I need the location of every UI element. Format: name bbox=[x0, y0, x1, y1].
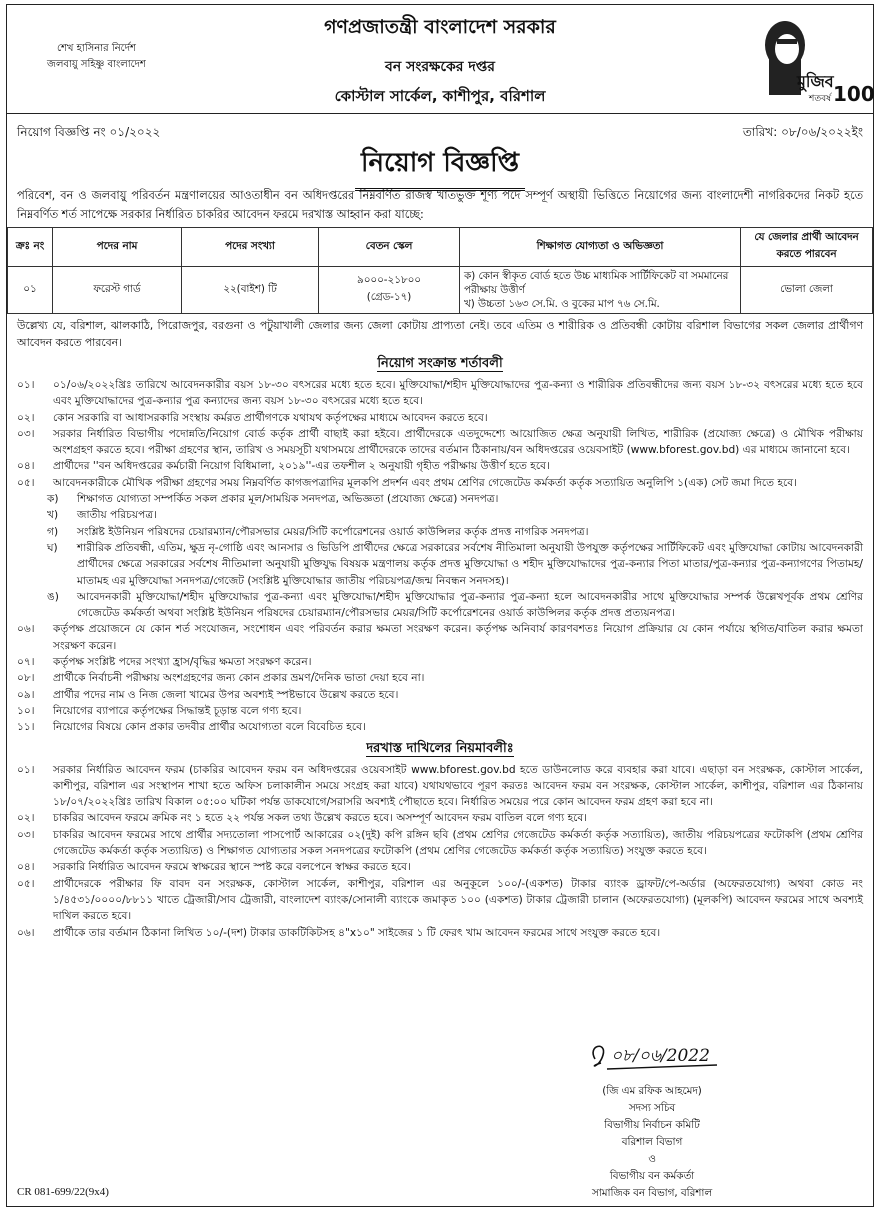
sub-text: আবেদনকারী মুক্তিযোদ্ধা/শহীদ মুক্তিযোদ্ধার পুত্র-কন্যা এবং মুক্তিযোদ্ধা/শহীদ মুক্তিযোদ্ধার পুত্র-কন্যার পুত্র-কন্যা হলে আবেদনকারীর সাথে মুক্তিযোদ্ধার সম্পর্ক উল্লেখপূর্বক প্রথম শ্রেণির গেজেটেড কর্মকর্তা অথবা সংশ্লিষ্ট ইউনিয়ন পরিষদের চেয়ারম্যান/পৌরসভার মেয়র/সিটি কর্পোরেশনের ওয়ার্ড কাউন্সিলর কর্তৃক প্রদত্ত প্রত্যয়নপত্র। bbox=[77, 590, 863, 620]
col-count: পদের সংখ্যা bbox=[182, 228, 319, 267]
signatory-role-1: সদস্য সচিব bbox=[628, 1102, 676, 1114]
logo-text: মুজিব bbox=[797, 72, 834, 91]
cell-qualification bbox=[460, 267, 741, 314]
signatory-role-2: বিভাগীয় নির্বাচন কমিটি bbox=[604, 1119, 700, 1131]
sub-text: শারীরিক প্রতিবন্ধী, এতিম, ক্ষুদ্র নৃ-গোষ্ঠি এবং আনসার ও ভিডিপি প্রার্থীদের ক্ষেত্রে সরকারের সর্বশেষ নীতিমালা অনুযায়ী উপযুক্ত কর্তৃপক্ষের সার্টিফিকেট এবং মুক্তিযোদ্ধা কোটায় আবেদনকারী প্রার্থীদের ক্ষেত্রে সরকারের সর্বশেষ নীতিমালা অনুযায়ী মুক্তিযুদ্ধ বিষয়ক মন্ত্রণালয় কর্তৃক প্রদত্ত মুক্তিযোদ্ধা ও শহীদ মুক্তিযোদ্ধাদের পুত্র-কন্যার পিতা মাতার/পুত্র-কন্যার পুত্র-কন্যাগণের পিতামহ/মাতামহ এর মুক্তিযোদ্ধা সনদপত্র/গেজেট (সংশ্লিষ্ট মুক্তিযোদ্ধার জাতীয় পরিচয়পত্র/জন্ম নিবন্ধন সনদসহ)। bbox=[77, 541, 863, 587]
item-text: প্রার্থীদেরকে পরীক্ষার ফি বাবদ বন সংরক্ষক, কোস্টাল সার্কেল, কাশীপুর, বরিশাল এর অনুকূলে ১০০/-(একশত) টাকার ব্যাংক ড্রাফট/পে-অর্ডার (অফেরতযোগ্য) অথবা কোড নং ১/৪৫৩১/০০০০/৮৮১১ খাতে ট্রেজারী/সাব ট্রেজারী, বাংলাদেশ ব্যাংক/সোনালী ব্যাংকে জমাকৃত ১০০ (একশত) টাকার ট্রেজারী চালান (অফেরতযোগ্য) (মূলকপি) আবেদন ফরমের সাথে অবশ্যই দাখিল করতে হবে। bbox=[53, 877, 863, 923]
list-item bbox=[7, 654, 873, 670]
list-item bbox=[7, 458, 873, 474]
item-number: ০২। bbox=[17, 411, 35, 424]
item-number: ০৭। bbox=[17, 656, 35, 669]
cell-district: ভোলা জেলা bbox=[741, 267, 873, 314]
list-item bbox=[7, 762, 873, 811]
item-number: ০২। bbox=[17, 812, 35, 825]
item-number: ০৬। bbox=[17, 926, 35, 939]
list-item bbox=[7, 475, 873, 491]
item-number: ০৪। bbox=[17, 460, 35, 473]
item-number: ০৩। bbox=[17, 828, 35, 841]
signatory-role-5: সামাজিক বন বিভাগ, বরিশাল bbox=[592, 1187, 712, 1199]
item-text: প্রার্থীর পদের নাম ও নিজ জেলা খামের উপর অবশ্যই স্পষ্টভাবে উল্লেখ করতে হবে। bbox=[53, 688, 399, 701]
cell-scale bbox=[319, 267, 460, 314]
item-text: সরকার নির্ধারিত বিভাগীয় পদোন্নতি/নিয়োগ বোর্ড কর্তৃক প্রার্থী বাছাই করা হইবে। প্রার্থীদেরকে এতদুদ্দেশ্যে আয়োজিত ক্ষেত্র অনুযায়ী লিখিত, শারীরিক (প্রযোজ্য ক্ষেত্রে) ও মৌখিক পরীক্ষায় অংশগ্রহণ করতে হবে। পরীক্ষা গ্রহণের স্থান, তারিখ ও সময়সূচী যথাসময়ে প্রার্থীদেরকে তাদের বর্তমান ঠিকানায়/বন অধিদপ্তরের ওয়েবসাইট (www.bforest.gov.bd) এর মাধ্যমে জানানো হবে। bbox=[53, 427, 863, 457]
list-item bbox=[7, 719, 873, 735]
item-number: ০১। bbox=[17, 379, 35, 391]
list-item bbox=[7, 703, 873, 719]
list-item bbox=[7, 377, 873, 410]
qualification-2: খ) উচ্চতা ১৬৩ সে.মি. ও বুকের মাপ ৭৬ সে.মি. bbox=[464, 298, 660, 310]
rules-list bbox=[7, 762, 873, 941]
col-post: পদের নাম bbox=[53, 228, 182, 267]
sub-item bbox=[7, 507, 873, 523]
grade-value: (গ্রেড-১৭) bbox=[366, 291, 412, 303]
item-text: সরকারি নির্ধারিত আবেদন ফরমে স্বাক্ষরের স্থানে স্পষ্ট করে বলপেনে স্বাক্ষর করতে হবে। bbox=[53, 861, 411, 874]
sub-number: ঘ) bbox=[47, 541, 58, 554]
list-item bbox=[7, 925, 873, 941]
list-item bbox=[7, 827, 873, 860]
sub-text: জাতীয় পরিচয়পত্র। bbox=[77, 509, 157, 522]
sub-item bbox=[7, 589, 873, 622]
list-item bbox=[7, 426, 873, 459]
item-text: কর্তৃপক্ষ সংশ্লিষ্ট পদের সংখ্যা হ্রাস/বৃদ্ধির ক্ষমতা সংরক্ষণ করেন। bbox=[53, 656, 312, 669]
notice-title: নিয়োগ বিজ্ঞপ্তি bbox=[355, 142, 525, 191]
conditions-title: নিয়োগ সংক্রান্ত শর্তাবলী bbox=[377, 356, 503, 371]
item-text: চাকরির আবেদন ফরমে ক্রমিক নং ১ হতে ২২ পর্যন্ত সকল তথ্য উল্লেখ করতে হবে। অসম্পূর্ণ আবেদন ফরম বাতিল বলে গণ্য হবে। bbox=[53, 812, 588, 825]
sub-item bbox=[7, 540, 873, 589]
item-text: প্রার্থীকে তার বর্তমান ঠিকানা লিখিত ১০/-(দশ) টাকার ডাকটিকিটসহ ৪"x১০" সাইজের ১ টি ফেরৎ খাম আবেদন ফরমের সাথে সংযুক্ত করতে হবে। bbox=[53, 926, 661, 939]
cell-post: ফরেস্ট গার্ড bbox=[53, 267, 182, 314]
item-number: ০৪। bbox=[17, 861, 35, 874]
quota-note: উল্লেখ্য যে, বরিশাল, ঝালকাঠি, পিরোজপুর, বরগুনা ও পটুয়াখালী জেলার জন্য জেলা কোটায় প্রাপ্যতা নেই। তবে এতিম ও শারীরিক ও প্রতিবন্ধী কোটায় বরিশাল বিভাগের সকল জেলার প্রার্থীগণ আবেদন করতে পারবেন। bbox=[17, 319, 863, 349]
logo-number: 100 bbox=[833, 82, 875, 106]
signature-block bbox=[577, 1037, 727, 1202]
conditions-list bbox=[7, 377, 873, 736]
sub-number: ঙ) bbox=[47, 590, 59, 603]
rules-title: দরখাস্ত দাখিলের নিয়মাবলীঃ bbox=[366, 740, 514, 756]
notice-page bbox=[6, 4, 874, 1207]
sub-number: গ) bbox=[47, 525, 59, 538]
item-number: ০৫। bbox=[17, 877, 35, 890]
item-text: প্রার্থীকে নির্বাচনী পরীক্ষায় অংশগ্রহণের জন্য কোন প্রকার ভ্রমণ/দৈনিক ভাতা দেয়া হবে না। bbox=[53, 672, 425, 685]
notice-number: নিয়োগ বিজ্ঞপ্তি নং ০১/২০২২ bbox=[17, 125, 161, 139]
table-header-row bbox=[8, 228, 873, 267]
item-number: ০৫। bbox=[17, 476, 35, 489]
slogan-line-1: শেখ হাসিনার নির্দেশ bbox=[56, 43, 136, 54]
list-item bbox=[7, 670, 873, 686]
list-item bbox=[7, 859, 873, 875]
conditions-heading bbox=[7, 354, 873, 375]
govt-name: গণপ্রজাতন্ত্রী বাংলাদেশ সরকার bbox=[324, 16, 556, 38]
list-item bbox=[7, 687, 873, 703]
sub-number: খ) bbox=[47, 509, 59, 522]
vacancy-table bbox=[7, 227, 873, 314]
item-number: ০১। bbox=[17, 763, 35, 776]
slogan-line-2: জলবায়ু সহিষ্ণু বাংলাদেশ bbox=[47, 59, 146, 70]
list-item bbox=[7, 621, 873, 654]
signature-date: ০৮/০৬/2022 bbox=[611, 1046, 710, 1066]
cr-code: CR 081-699/22(9x4) bbox=[17, 1186, 109, 1198]
item-number: ১১। bbox=[17, 721, 35, 734]
sub-text: সংশ্লিষ্ট ইউনিয়ন পরিষদের চেয়ারম্যান/পৌরসভার মেয়র/সিটি কর্পোরেশনের ওয়ার্ড কাউন্সিলর কর্তৃক প্রদত্ত নাগরিক সনদপত্র। bbox=[77, 525, 589, 538]
header bbox=[7, 5, 873, 113]
cell-count: ২২(বাইশ) টি bbox=[182, 267, 319, 314]
item-text: নিয়োগের বিষয়ে কোন প্রকার তদবীর প্রার্থীর অযোগ্যতা বলে বিবেচিত হবে। bbox=[53, 721, 366, 734]
item-text: চাকরির আবেদন ফরমের সাথে প্রার্থীর সদ্যতোলা পাসপোর্ট আকারের ০২(দুই) কপি রঙ্গিন ছবি (প্রথম শ্রেণির গেজেটেড কর্মকর্তা কর্তৃক সত্যায়িত), জাতীয় পরিচয়পত্রের ফটোকপি (প্রথম শ্রেণির গেজেটেড কর্মকর্তা কর্তৃক সত্যায়িত) ও শিক্ষাগত যোগ্যতার সকল সনদপত্রের ফটোকপি (প্রথম শ্রেণির গেজেটেড কর্মকর্তা কর্তৃক সত্যায়িত) সংযুক্ত করতে হবে। bbox=[53, 828, 863, 858]
sub-text: শিক্ষাগত যোগ্যতা সম্পর্কিত সকল প্রকার মূল/সাময়িক সনদপত্র, অভিজ্ঞতা (প্রযোজ্য ক্ষেত্রে) সনদপত্র। bbox=[77, 493, 499, 506]
item-number: ০৩। bbox=[17, 427, 35, 440]
intro-paragraph: পরিবেশ, বন ও জলবায়ু পরিবর্তন মন্ত্রণালয়ের আওতাধীন বন অধিদপ্তরের নিম্নবর্ণিত রাজস্ব খাতভুক্ত শূণ্য পদে সম্পূর্ণ অস্থায়ী ভিত্তিতে নিয়োগের জন্য বাংলাদেশী নাগরিকদের নিকট হতে নিম্নবর্ণিত শর্ত সাপেক্ষে সরকার নির্ধারিত চাকরির আবেদন ফরমে দরখাস্ত আহ্বান করা যাচ্ছে: bbox=[17, 189, 863, 221]
signatory-and: ও bbox=[648, 1153, 656, 1165]
item-text: সরকার নির্ধারিত আবেদন ফরম (চাকরির আবেদন ফরম বন অধিদপ্তরের ওয়েবসাইট www.bforest.gov.bd হতে ডাউনলোড করে ব্যবহার করা যাবে। এছাড়া বন সংরক্ষক, কোস্টাল সার্কেল, কাশীপুর, বরিশাল এর সংস্থাপন শাখা হতে অফিস চলাকালীন সময়ে সংগ্রহ করা যাবে) যথাযথভাবে পূরণ করতঃ আবেদন ফরম বন সংরক্ষক, কোস্টাল সার্কেল, কাশীপুর, বরিশাল এর ঠিকানায় ১৮/০৭/২০২২খ্রিঃ তারিখ বিকাল ০৫:০০ ঘটিকা পর্যন্ত ডাকযোগে/সরাসরি অবশ্যই পৌছাতে হবে। নির্ধারিত সময়ের পরে কোন আবেদন ফরম গ্রহণ করা হবে না। bbox=[53, 763, 863, 809]
cell-serial: ০১ bbox=[8, 267, 53, 314]
office-name: বন সংরক্ষকের দপ্তর bbox=[385, 59, 495, 75]
qualification-1: ক) কোন স্বীকৃত বোর্ড হতে উচ্চ মাধ্যমিক সার্টিফিকেট বা সমমানের পরীক্ষায় উত্তীর্ণ bbox=[464, 270, 729, 296]
circle-name: কোস্টাল সার্কেল, কাশীপুর, বরিশাল bbox=[334, 87, 546, 105]
col-serial: ক্রঃ নং bbox=[8, 228, 53, 267]
sub-number: ক) bbox=[47, 493, 59, 506]
signatory-role-3: বরিশাল বিভাগ bbox=[621, 1136, 683, 1148]
list-item bbox=[7, 810, 873, 826]
rules-heading bbox=[7, 739, 873, 760]
item-text: আবেদনকারীকে মৌখিক পরীক্ষা গ্রহণের সময় নিম্নবর্ণিত কাগজপত্রাদির মূলকপি প্রদর্শন এবং প্রথম শ্রেণির গেজেটেড কর্মকর্তা কর্তৃক সত্যায়িত অনুলিপি ১(এক) সেট জমা দিতে হবে। bbox=[53, 476, 797, 489]
item-text: ০১/০৬/২০২২খ্রিঃ তারিখে আবেদনকারীর বয়স ১৮-৩০ বৎসরের মধ্যে হতে হবে। মুক্তিযোদ্ধা/শহীদ মুক্তিযোদ্ধাদের পুত্র-কন্যা ও শারীরিক প্রতিবন্ধীদের জন্য বয়স ১৮-৩২ বৎসরের মধ্যে হতে হবে এবং মুক্তিযোদ্ধাদের পুত্র-কন্যার পুত্র কন্যাদের জন্য বয়স ১৮-৩০ বৎসরের মধ্যে হতে হবে। bbox=[53, 379, 863, 408]
list-item bbox=[7, 876, 873, 925]
item-number: ০৯। bbox=[17, 688, 35, 701]
col-district: যে জেলার প্রার্থী আবেদন করতে পারবেন bbox=[741, 228, 873, 267]
title-block bbox=[7, 140, 873, 186]
item-text: কোন সরকারি বা আধাসরকারি সংস্থায় কর্মরত প্রার্থীগণকে যথাযথ কর্তৃপক্ষের মাধ্যমে আবেদন করতে হবে। bbox=[53, 411, 488, 424]
item-number: ১০। bbox=[17, 704, 35, 717]
sub-item bbox=[7, 491, 873, 507]
handwritten-signature bbox=[577, 1037, 727, 1077]
scale-value: ৯০০০-২১৮০০ bbox=[357, 274, 421, 286]
signatory-name: (জি এম রফিক আহমেদ) bbox=[602, 1085, 702, 1097]
reference-row bbox=[7, 113, 873, 140]
item-number: ০৮। bbox=[17, 672, 35, 685]
item-number: ০৬। bbox=[17, 623, 35, 636]
logo-subtext: শতবর্ষ bbox=[809, 94, 832, 104]
item-text: প্রার্থীদের ''বন অধিদপ্তরের কর্মচারী নিয়োগ বিধিমালা, ২০১৯''-এর তফশীল ২ অনুযায়ী গৃহীত পরীক্ষায় উত্তীর্ণ হতে হবে। bbox=[53, 460, 550, 473]
mujib-centenary-logo bbox=[741, 11, 875, 107]
list-item bbox=[7, 410, 873, 426]
signatory-role-4: বিভাগীয় বন কর্মকর্তা bbox=[609, 1170, 695, 1182]
item-text: নিয়োগের ব্যাপারে কর্তৃপক্ষের সিদ্ধান্তই চূড়ান্ত বলে গণ্য হবে। bbox=[53, 704, 302, 717]
table-row bbox=[8, 267, 873, 314]
col-scale: বেতন স্কেল bbox=[319, 228, 460, 267]
item-text: কর্তৃপক্ষ প্রয়োজনে যে কোন শর্ত সংযোজন, সংশোধন এবং পরিবর্তন করার ক্ষমতা সংরক্ষণ করেন। কর্তৃপক্ষ অনিবার্য কারণবশতঃ নিয়োগ প্রক্রিয়ার যে কোন পর্যায়ে স্থগিত/বাতিল করার ক্ষমতা সংরক্ষণ করেন। bbox=[53, 623, 863, 652]
col-qualification: শিক্ষাগত যোগ্যতা ও অভিজ্ঞতা bbox=[460, 228, 741, 267]
notice-date: তারিখ: ০৮/০৬/২০২২ইং bbox=[742, 125, 863, 139]
sub-item bbox=[7, 524, 873, 540]
